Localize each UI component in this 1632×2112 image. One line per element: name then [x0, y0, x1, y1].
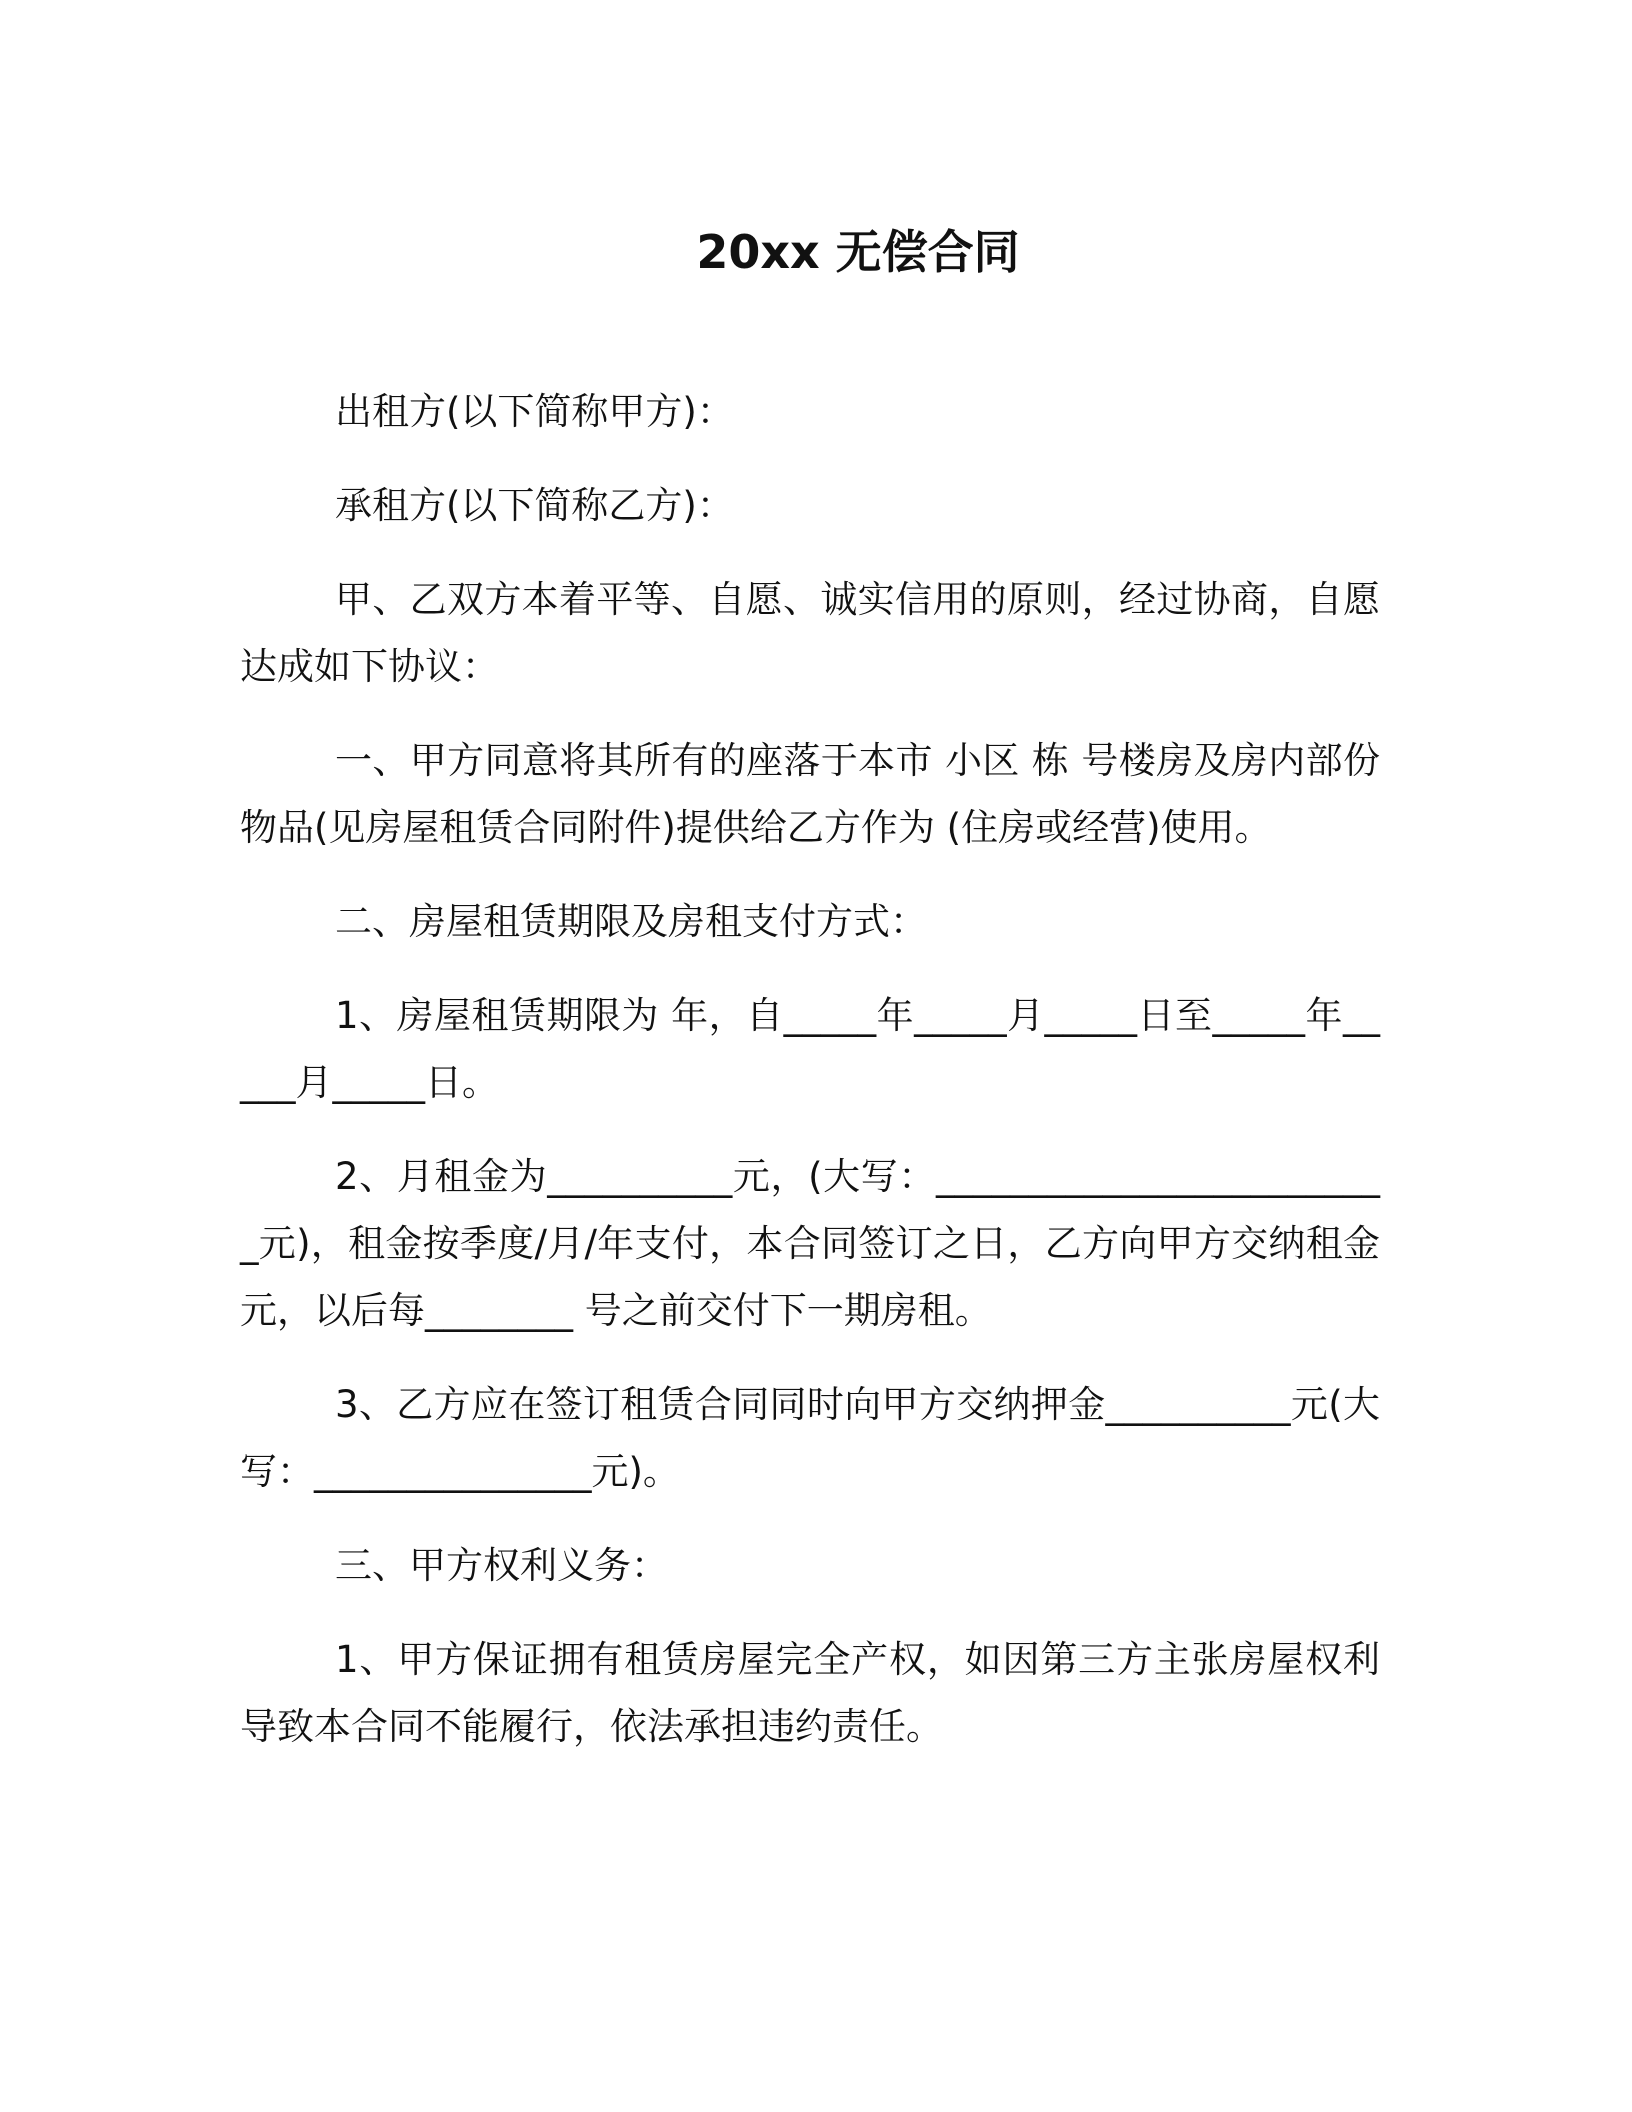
section-heading-3: 三、甲方权利义务： [335, 1544, 668, 1587]
paragraph-lessee: 承租方(以下简称乙方)： [335, 484, 734, 527]
document-body [240, 378, 1392, 1787]
paragraph-clause-1: 一、甲方同意将其所有的座落于本市 小区 栋 号楼房及房内部份物品(见房屋租赁合同附件)提供给乙方作为 (住房或经营)使用。 [240, 739, 1380, 849]
paragraph-lessor-guarantee: 1、甲方保证拥有租赁房屋完全产权，如因第三方主张房屋权利导致本合同不能履行，依法承担违约责任。 [240, 1638, 1380, 1748]
paragraph-lessor: 出租方(以下简称甲方)： [335, 390, 734, 433]
paragraph-monthly-rent: 2、月租金为__________元，(大写：_________________________元)，租金按季度/月/年支付，本合同签订之日，乙方向甲方交纳租金 元，以后每________ 号之前交付下一期房租。 [240, 1155, 1392, 1332]
section-heading-2: 二、房屋租赁期限及房租支付方式： [335, 900, 927, 943]
paragraph-deposit: 3、乙方应在签订租赁合同同时向甲方交纳押金__________元(大写：_______________元)。 [240, 1383, 1380, 1493]
document-title: 20xx 无偿合同 [696, 225, 1020, 279]
paragraph-lease-term: 1、房屋租赁期限为 年，自_____年_____月_____日至_____年_____月_____日。 [240, 994, 1380, 1104]
paragraph-preamble: 甲、乙双方本着平等、自愿、诚实信用的原则，经过协商，自愿达成如下协议： [240, 578, 1380, 688]
